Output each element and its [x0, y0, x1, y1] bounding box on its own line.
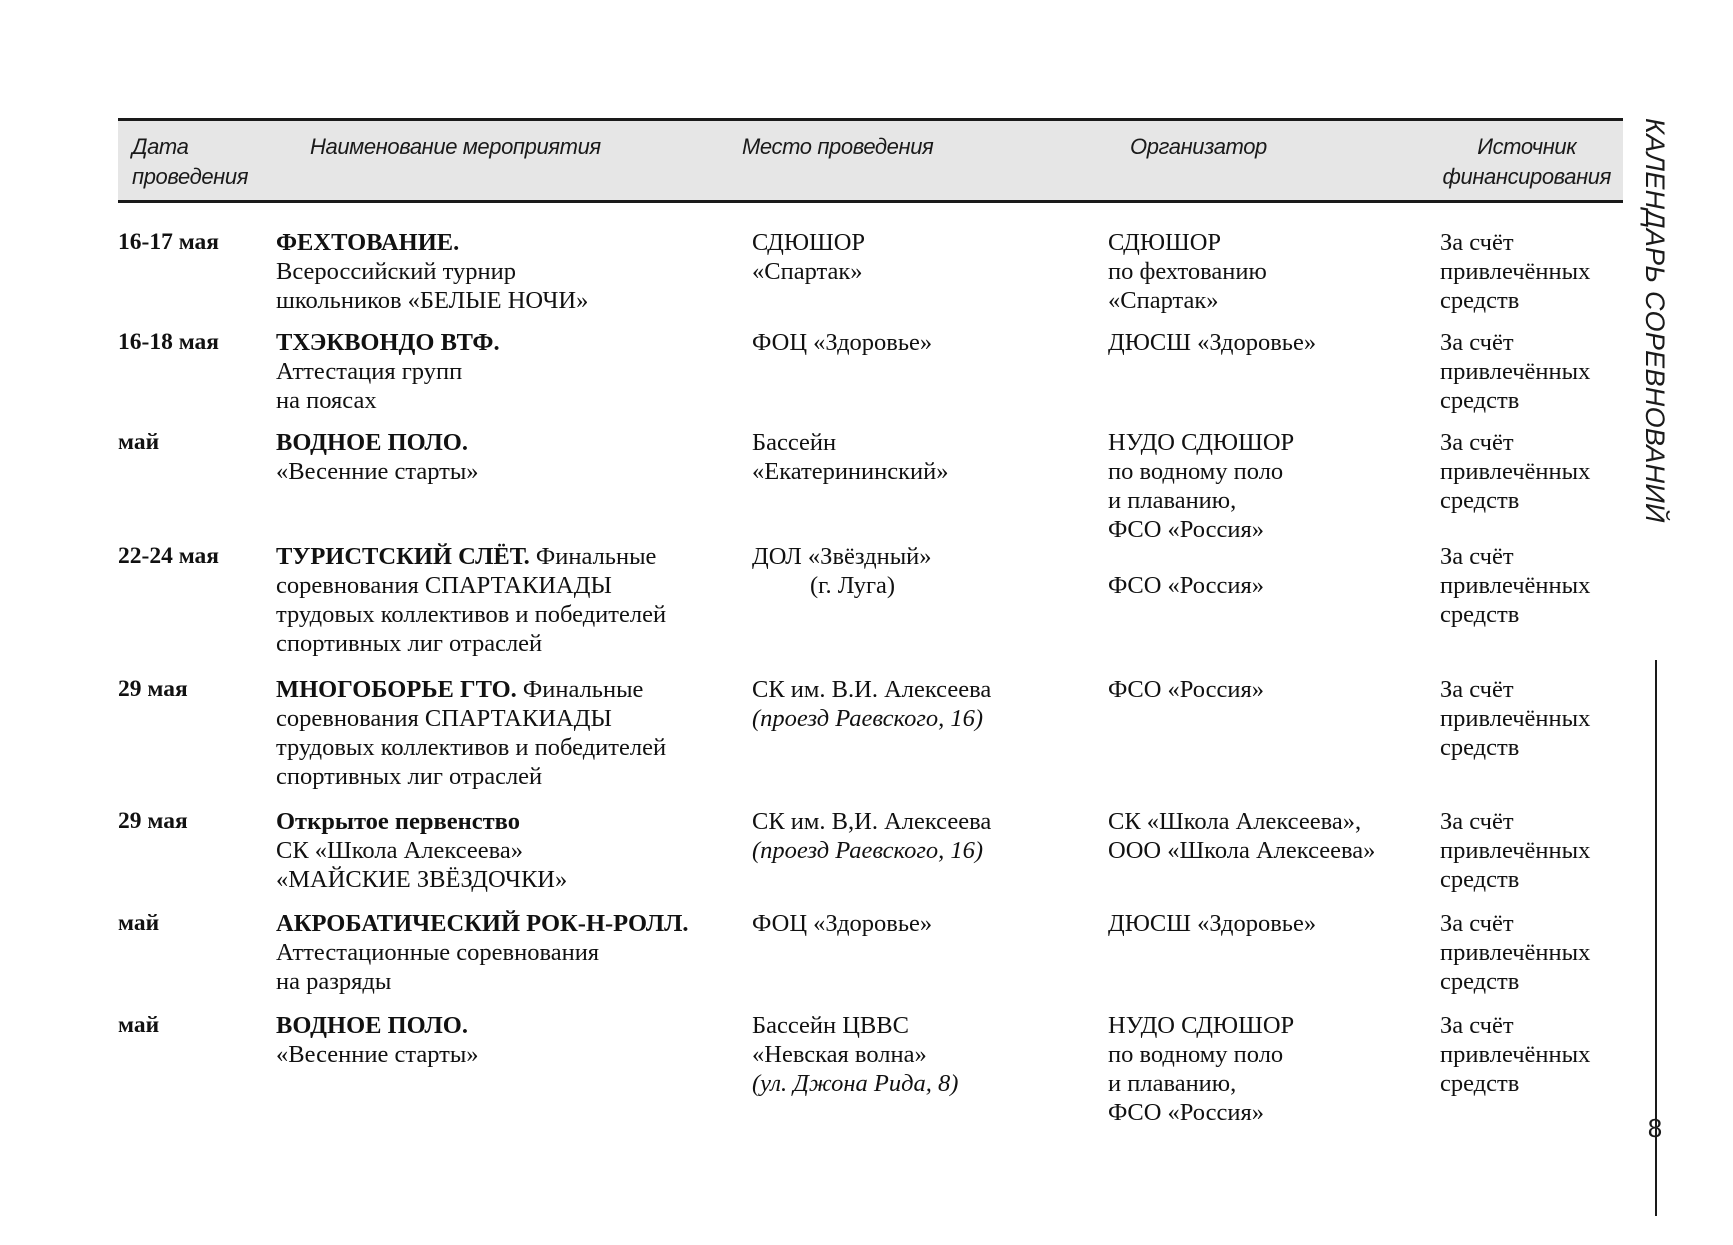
header-event-name: Наименование мероприятия	[310, 134, 601, 159]
funding-line: За счёт	[1440, 1012, 1514, 1039]
organizer-line: ДЮСШ «Здоровье»	[1108, 329, 1317, 356]
organizer-line: ООО «Школа Алексеева»	[1108, 837, 1376, 864]
organizer-line: по фехтованию	[1108, 258, 1267, 285]
header-organizer: Организатор	[1130, 134, 1267, 159]
funding-line: За счёт	[1440, 543, 1514, 570]
event-description-line: «МАЙСКИЕ ЗВЁЗДОЧКИ»	[276, 866, 568, 893]
event-title-line	[276, 1011, 736, 1040]
venue-address: (проезд Раевского, 16)	[752, 837, 984, 864]
side-title	[1628, 118, 1684, 1098]
event-description-line: спортивных лиг отраслей	[276, 763, 543, 790]
header-venue: Место проведения	[742, 134, 934, 159]
event-title-line	[276, 542, 736, 571]
event-organizer	[1108, 675, 1438, 704]
organizer-line: по водному поло	[1108, 1041, 1284, 1068]
event-funding	[1440, 807, 1630, 894]
venue-line: ДОЛ «Звёздный»	[752, 543, 932, 570]
event-date: 29 мая	[118, 676, 188, 702]
funding-line: средств	[1440, 487, 1520, 514]
venue-line: ФОЦ «Здоровье»	[752, 329, 933, 356]
event-description-line: трудовых коллективов и победителей	[276, 734, 667, 761]
organizer-line: и плаванию,	[1108, 487, 1237, 514]
funding-line: средств	[1440, 601, 1520, 628]
event-funding	[1440, 542, 1630, 629]
event-date: май	[118, 910, 160, 936]
event-description-line: соревнования СПАРТАКИАДЫ	[276, 572, 612, 599]
event-date: май	[118, 1012, 160, 1038]
event-description-line: Аттестационные соревнования	[276, 939, 600, 966]
event-name	[276, 909, 736, 996]
event-organizer	[1108, 807, 1438, 865]
venue-line: Бассейн	[752, 429, 837, 456]
organizer-line: НУДО СДЮШОР	[1108, 429, 1295, 456]
header-funding: Источник финансирования	[1442, 134, 1611, 189]
event-venue	[752, 675, 1092, 733]
event-title-tail: Финальные	[529, 543, 657, 570]
venue-line: СДЮШОР	[752, 229, 866, 256]
event-title-line	[276, 909, 736, 938]
event-title-line	[276, 428, 736, 457]
event-description-line: «Весенние старты»	[276, 458, 479, 485]
funding-line: За счёт	[1440, 808, 1514, 835]
event-title-line	[276, 228, 736, 257]
table-header	[118, 121, 1623, 200]
event-title: ФЕХТОВАНИЕ.	[276, 229, 460, 256]
funding-line: средств	[1440, 287, 1520, 314]
funding-line: За счёт	[1440, 910, 1514, 937]
event-organizer	[1108, 909, 1438, 938]
funding-line: привлечённых	[1440, 458, 1591, 485]
event-description-line: соревнования СПАРТАКИАДЫ	[276, 705, 612, 732]
event-date: 16-17 мая	[118, 229, 220, 255]
event-organizer	[1108, 1011, 1438, 1127]
event-organizer	[1108, 428, 1438, 544]
event-description-line: «Весенние старты»	[276, 1041, 479, 1068]
event-funding	[1440, 909, 1630, 996]
event-funding	[1440, 675, 1630, 762]
event-venue	[752, 328, 1092, 357]
venue-line: Бассейн ЦВВС	[752, 1012, 909, 1039]
event-name	[276, 228, 736, 315]
event-description-line: на поясах	[276, 387, 377, 414]
event-funding	[1440, 428, 1630, 515]
venue-line: (г. Луга)	[810, 572, 896, 599]
header-date: Дата проведения	[132, 134, 249, 189]
funding-line: привлечённых	[1440, 258, 1591, 285]
table-header-rule	[118, 200, 1623, 203]
organizer-line: ФСО «Россия»	[1108, 1099, 1265, 1126]
organizer-line: СДЮШОР	[1108, 229, 1222, 256]
event-name	[276, 542, 736, 658]
funding-line: привлечённых	[1440, 939, 1591, 966]
event-name	[276, 675, 736, 791]
event-venue	[752, 428, 1092, 486]
event-funding	[1440, 228, 1630, 315]
venue-line: СК им. В.И. Алексеева	[752, 676, 992, 703]
event-date: 29 мая	[118, 808, 188, 834]
event-title: ТУРИСТСКИЙ СЛЁТ.	[276, 543, 530, 570]
event-organizer	[1108, 228, 1438, 315]
funding-line: средств	[1440, 1070, 1520, 1097]
event-description-line: Всероссийский турнир	[276, 258, 516, 285]
venue-line: «Спартак»	[752, 258, 863, 285]
event-title: АКРОБАТИЧЕСКИЙ РОК-Н-РОЛЛ.	[276, 910, 689, 937]
funding-line: привлечённых	[1440, 1041, 1591, 1068]
event-title: Открытое первенство	[276, 808, 520, 835]
organizer-line: ФСО «Россия»	[1108, 516, 1265, 543]
organizer-line: ФСО «Россия»	[1108, 676, 1265, 703]
venue-line: «Невская волна»	[752, 1041, 927, 1068]
event-name	[276, 328, 736, 415]
organizer-line: по водному поло	[1108, 458, 1284, 485]
event-name	[276, 1011, 736, 1069]
funding-line: средств	[1440, 866, 1520, 893]
event-venue	[752, 1011, 1092, 1098]
funding-line: средств	[1440, 387, 1520, 414]
event-venue	[752, 909, 1092, 938]
funding-line: привлечённых	[1440, 837, 1591, 864]
event-title: ТХЭКВОНДО ВТФ.	[276, 329, 500, 356]
event-title-line	[276, 807, 736, 836]
page-number: 8	[1647, 1113, 1663, 1143]
event-description-line: трудовых коллективов и победителей	[276, 601, 667, 628]
event-title-line	[276, 675, 736, 704]
organizer-line: «Спартак»	[1108, 287, 1219, 314]
venue-address: (ул. Джона Рида, 8)	[752, 1070, 959, 1097]
event-description-line: на разряды	[276, 968, 392, 995]
event-description-line: СК «Школа Алексеева»	[276, 837, 523, 864]
funding-line: привлечённых	[1440, 705, 1591, 732]
funding-line: За счёт	[1440, 429, 1514, 456]
venue-address: (проезд Раевского, 16)	[752, 705, 984, 732]
event-venue	[752, 228, 1092, 286]
event-description-line: школьников «БЕЛЫЕ НОЧИ»	[276, 287, 589, 314]
event-venue	[752, 542, 1092, 600]
event-date: май	[118, 429, 160, 455]
funding-line: За счёт	[1440, 229, 1514, 256]
event-description-line: Аттестация групп	[276, 358, 463, 385]
event-date: 22-24 мая	[118, 543, 220, 569]
venue-line: ФОЦ «Здоровье»	[752, 910, 933, 937]
side-title-text: КАЛЕНДАРЬ СОРЕВНОВАНИЙ	[1640, 118, 1670, 523]
organizer-line: СК «Школа Алексеева»,	[1108, 808, 1362, 835]
event-funding	[1440, 328, 1630, 415]
funding-line: За счёт	[1440, 329, 1514, 356]
event-name	[276, 428, 736, 486]
event-date: 16-18 мая	[118, 329, 220, 355]
funding-line: средств	[1440, 968, 1520, 995]
funding-line: привлечённых	[1440, 572, 1591, 599]
event-funding	[1440, 1011, 1630, 1098]
organizer-line: ДЮСШ «Здоровье»	[1108, 910, 1317, 937]
organizer-line: и плаванию,	[1108, 1070, 1237, 1097]
event-venue	[752, 807, 1092, 865]
event-title-tail: Финальные	[516, 676, 644, 703]
venue-line: СК им. В,И. Алексеева	[752, 808, 992, 835]
event-description-line: спортивных лиг отраслей	[276, 630, 543, 657]
funding-line: За счёт	[1440, 676, 1514, 703]
event-title: ВОДНОЕ ПОЛО.	[276, 1012, 468, 1039]
event-title: МНОГОБОРЬЕ ГТО.	[276, 676, 517, 703]
organizer-line: ФСО «Россия»	[1108, 572, 1265, 599]
event-title: ВОДНОЕ ПОЛО.	[276, 429, 468, 456]
funding-line: привлечённых	[1440, 358, 1591, 385]
event-name	[276, 807, 736, 894]
organizer-line: НУДО СДЮШОР	[1108, 1012, 1295, 1039]
event-organizer	[1108, 328, 1438, 357]
venue-line: «Екатерининский»	[752, 458, 949, 485]
event-title-line	[276, 328, 736, 357]
organizer-line	[1108, 542, 1438, 571]
event-organizer	[1108, 542, 1438, 600]
funding-line: средств	[1440, 734, 1520, 761]
